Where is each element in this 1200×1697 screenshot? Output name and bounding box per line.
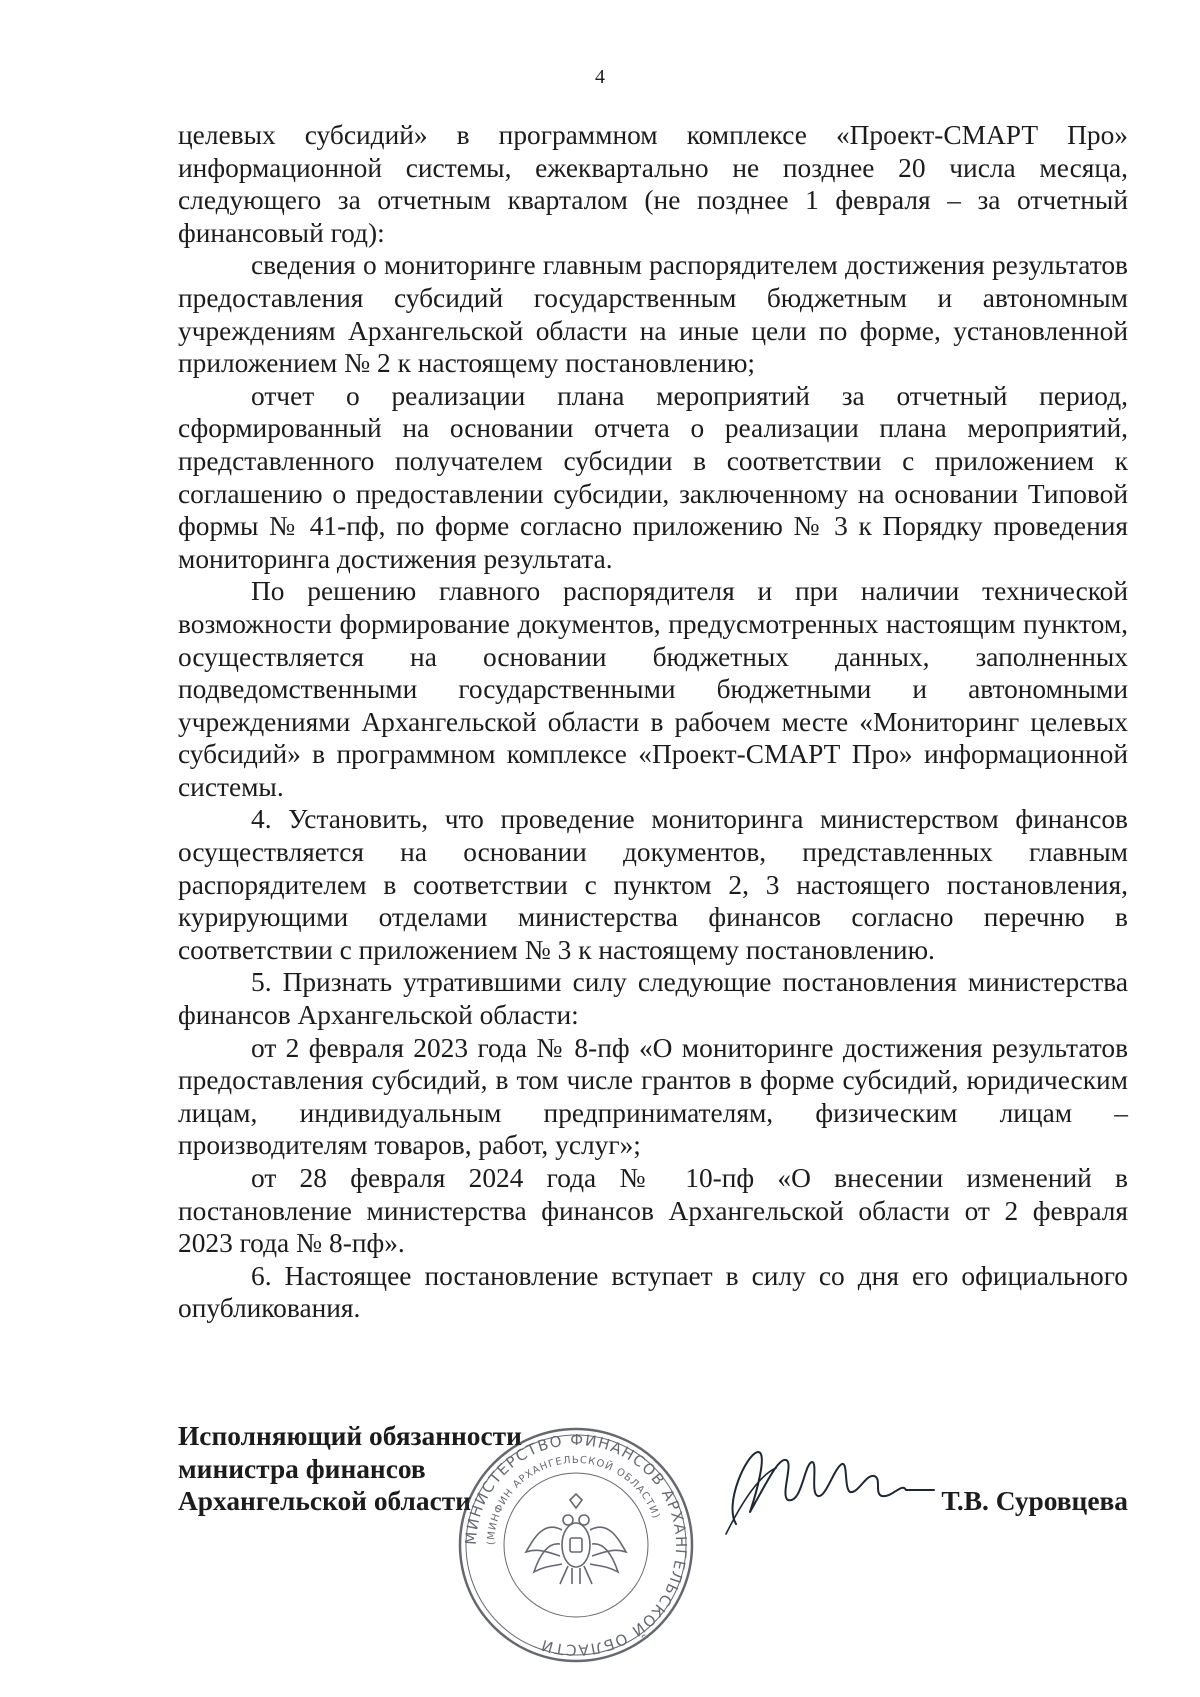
paragraph-monitoring-info: сведения о мониторинге главным распорядителем достижения результатов предоставления субсидий государственным бюджетным и автономным учреждениям Архангельской области на иные цели по форме, установленной приложением № 2 к настоящему постановлению; bbox=[178, 250, 1128, 379]
signatory-title-line-1: Исполняющий обязанности bbox=[178, 1421, 522, 1451]
signatory-name: Т.В. Суровцева bbox=[941, 1486, 1128, 1516]
paragraph-action-plan-report: отчет о реализации плана мероприятий за отчетный период, сформированный на основании отчета о реализации плана мероприятий, представленного получателем субсидии в соответствии с приложением к соглашению о предоставлении субсидии, заключенному на основании Типовой формы № 41-пф, по форме согласно приложению № 3 к Порядку проведения мониторинга достижения результата. bbox=[178, 380, 1128, 574]
paragraph-continuation: целевых субсидий» в программном комплексе «Проект-СМАРТ Про» информационной системы, ежеквартально не позднее 20 числа месяца, следующего за отчетным кварталом (не позднее 1 февраля – за отчетный финансовый год): bbox=[178, 120, 1128, 248]
paragraph-item-6: 6. Настоящее постановление вступает в силу со дня его официального опубликования. bbox=[178, 1260, 1128, 1324]
official-seal bbox=[456, 1420, 696, 1670]
paragraph-item-5: 5. Признать утратившими силу следующие постановления министерства финансов Архангельской области: bbox=[178, 967, 1128, 1031]
document-body bbox=[178, 119, 1128, 1325]
paragraph-main-manager-decision: По решению главного распорядителя и при наличии технической возможности формирование документов, предусмотренных настоящим пунктом, осуществляется на основании бюджетных данных, заполненных подведомственными государственными бюджетными и автономными учреждениями Архангельской области в рабочем месте «Мониторинг целевых субсидий» в программном комплексе «Проект-СМАРТ Про» информационной системы. bbox=[178, 576, 1128, 802]
seal-inner-text: (МИНФИН АРХАНГЕЛЬСКОЙ ОБЛАСТИ) bbox=[485, 1454, 662, 1546]
signatory-title-line-3: Архангельской области bbox=[178, 1486, 471, 1517]
paragraph-repealed-8pf: от 2 февраля 2023 года № 8-пф «О мониторинге достижения результатов предоставления субсидий, в том числе грантов в форме субсидий, юридическим лицам, индивидуальным предпринимателям, физическим лицам – производителям товаров, работ, услуг»; bbox=[178, 1032, 1128, 1161]
signatory-title-line-2: министра финансов bbox=[178, 1453, 426, 1484]
signature-block bbox=[178, 1420, 1128, 1680]
eagle-emblem-icon bbox=[526, 1494, 626, 1584]
paragraph-item-4: 4. Установить, что проведение мониторинга министерством финансов осуществляется на основании документов, представленных главным распорядителем в соответствии с пунктом 2, 3 настоящего постановления, курирующими отделами министерства финансов согласно перечню в соответствии с приложением № 3 к настоящему постановлению. bbox=[178, 804, 1128, 965]
page-number: 4 bbox=[595, 66, 605, 88]
handwritten-signature bbox=[706, 1434, 936, 1544]
seal-outer-text: МИНИСТЕРСТВО ФИНАНСОВ АРХАНГЕЛЬСКОЙ ОБЛАСТИ bbox=[461, 1430, 691, 1660]
paragraph-repealed-10pf: от 28 февраля 2024 года № 10-пф «О внесении изменений в постановление министерства финансов Архангельской области от 2 февраля 2023 года № 8-пф». bbox=[178, 1163, 1128, 1259]
